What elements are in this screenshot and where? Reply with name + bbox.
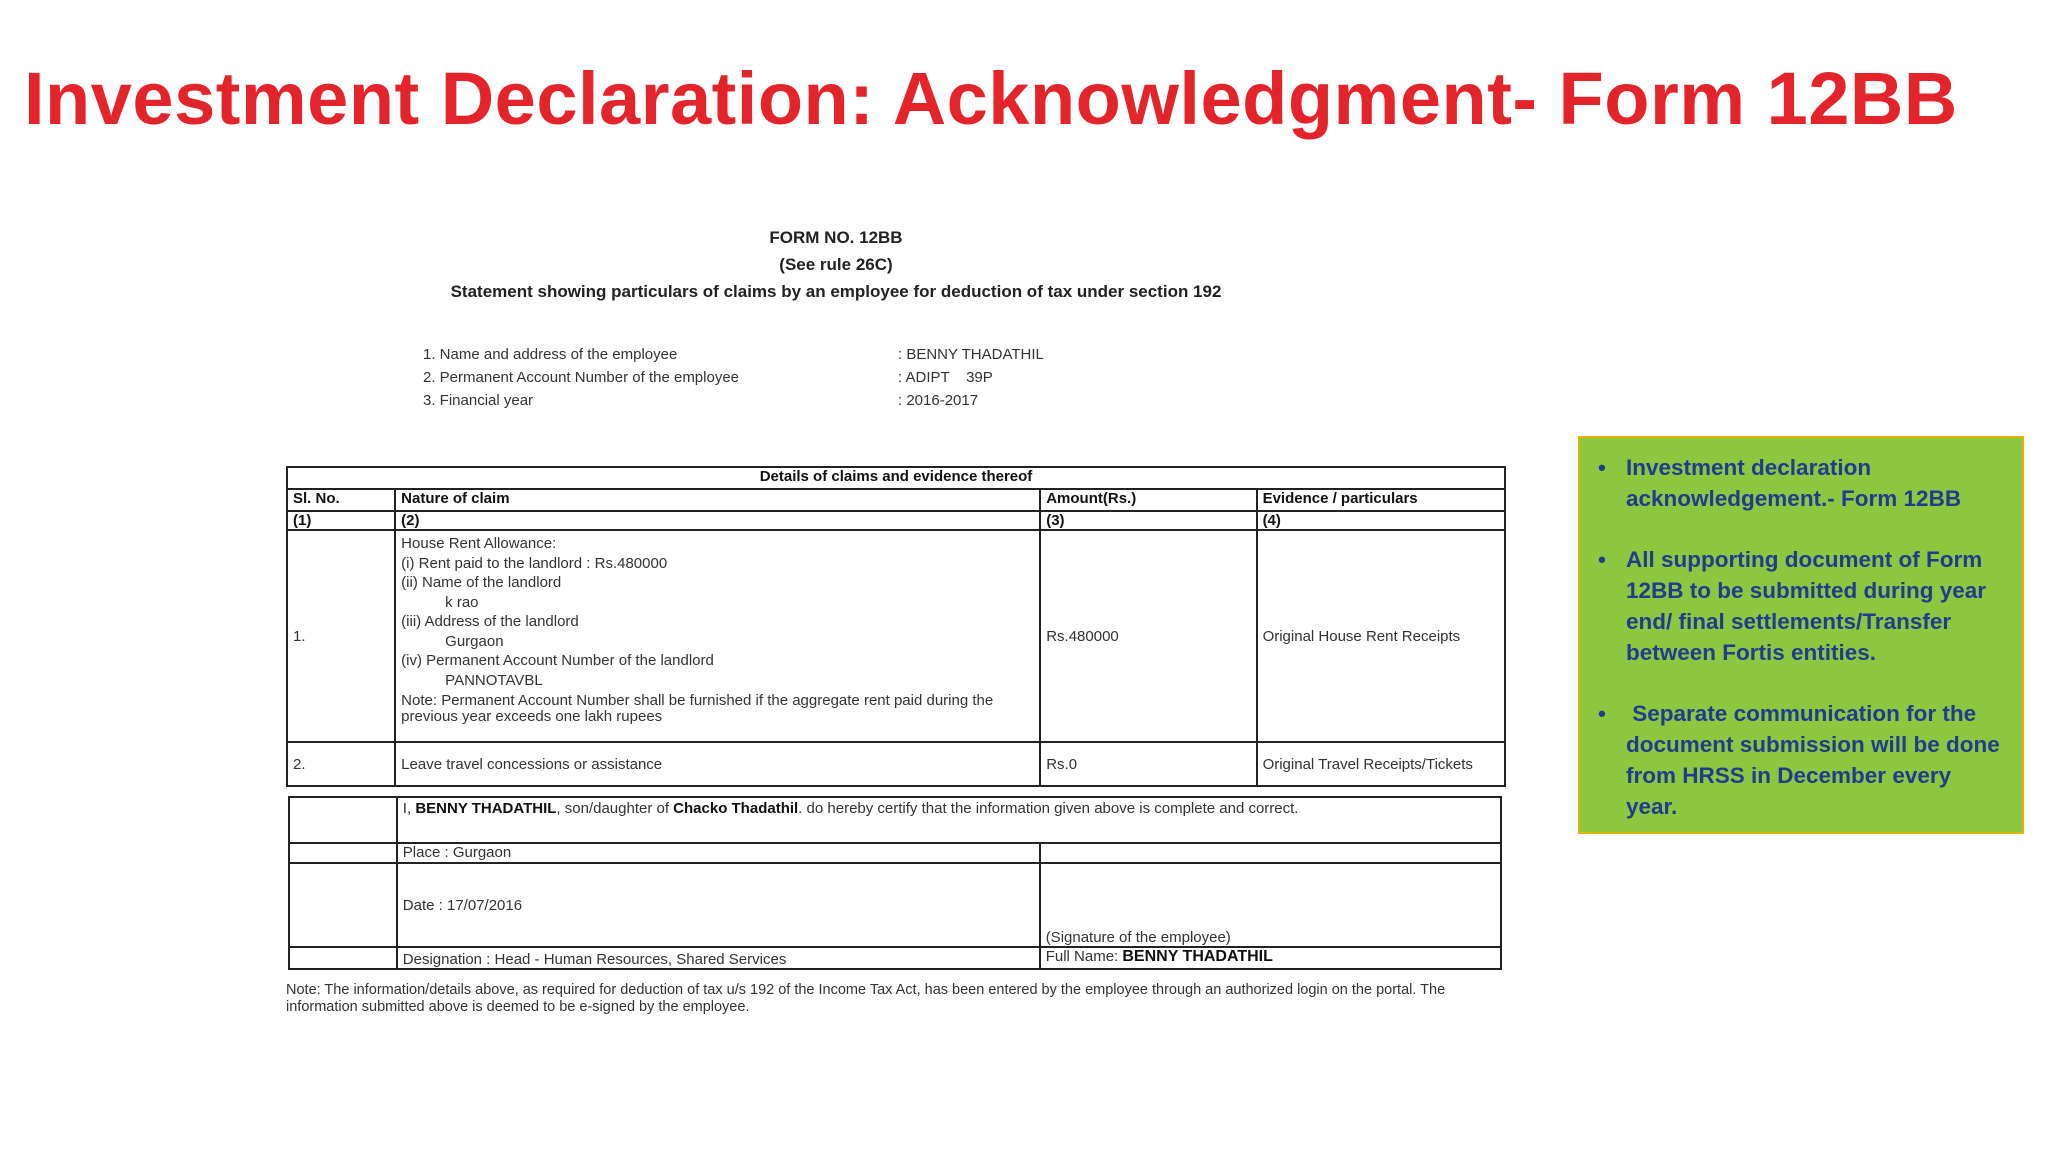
cert-designation: Designation : Head - Human Resources, Shared Services [397,947,1040,969]
header-num: (3) [1040,511,1256,530]
callout-text: All supporting document of Form 12BB to be submitted during year end/ final settlements/Transfer between Fortis entities. [1626,547,1987,665]
employee-meta [423,346,1323,416]
header-sl: Sl. No. [287,489,395,511]
claim-line: Gurgaon [445,632,504,650]
meta-label: 3. Financial year [423,392,534,409]
cert-prefix: I, [402,800,416,817]
header-evidence: Evidence / particulars [1257,489,1505,511]
claims-table [286,466,1506,787]
cert-blank [289,947,397,969]
callout-item [1598,698,2007,822]
cert-blank [289,843,397,863]
claim-line: House Rent Allowance: [401,535,557,552]
row-evidence: Original House Rent Receipts [1257,530,1505,742]
row-evidence: Original Travel Receipts/Tickets [1257,742,1505,786]
row-sl: 1. [287,530,395,742]
cert-mid: , son/daughter of [556,800,674,817]
cert-statement [397,797,1501,843]
meta-label: 1. Name and address of the employee [423,346,678,363]
certification-table [288,796,1502,970]
table-title: Details of claims and evidence thereof [287,467,1505,489]
form-subheading: (See rule 26C) [779,255,893,274]
claim-note: Note: Permanent Account Number shall be furnished if the aggregate rent paid during the previous year exceeds one lakh rupees [401,692,994,725]
callout-item [1598,452,2004,514]
bullet-icon: • [1598,455,1606,480]
meta-label: 2. Permanent Account Number of the employee [423,369,740,386]
claim-line: (iv) Permanent Account Number of the landlord [401,652,714,669]
meta-value: : 2016-2017 [898,392,979,409]
cert-date: Date : 17/07/2016 [397,863,1040,947]
form-note: Note: The information/details above, as required for deduction of tax u/s 192 of the Income Tax Act, has been entered by the employee through an authorized login on the portal. The information submitted above is deemed to be e-signed by the employee. [286,982,1446,1015]
cert-place: Place : Gurgaon [397,843,1040,863]
header-amount: Amount(Rs.) [1040,489,1256,511]
form-heading: FORM NO. 12BB [769,228,903,247]
cert-fullname-label: Full Name: [1045,948,1123,965]
row-sl: 2. [287,742,395,786]
cert-suffix: . do hereby certify that the information given above is complete and correct. [798,800,1299,817]
cert-blank [289,863,397,947]
callout-text: Investment declaration acknowledgement.- Form 12BB [1626,455,1962,511]
header-nature: Nature of claim [395,489,1040,511]
claim-line: (i) Rent paid to the landlord : Rs.480000 [401,554,668,572]
header-num: (4) [1257,511,1505,530]
header-num: (1) [287,511,395,530]
slide-title: Investment Declaration: Acknowledgment- Form 12BB [24,57,1958,140]
row-nature: Leave travel concessions or assistance [395,742,1040,786]
cert-blank [1040,843,1501,863]
cert-fullname [1040,947,1501,969]
table-row [287,530,1505,742]
callout-item [1598,544,2004,668]
cert-employee-name: BENNY THADATHIL [415,800,557,817]
cert-signature: (Signature of the employee) [1040,863,1501,947]
row-amount: Rs.480000 [1040,530,1256,742]
bullet-icon: • [1598,701,1606,726]
meta-value: : BENNY THADATHIL [898,346,1044,363]
claim-line: (ii) Name of the landlord [401,574,562,591]
cert-blank [289,797,397,843]
row-amount: Rs.0 [1040,742,1256,786]
claim-line: (iii) Address of the landlord [401,613,579,630]
cert-father-name: Chacko Thadathil [673,800,799,817]
claim-line: PANNOTAVBL [445,671,543,689]
row-nature [395,530,1040,742]
meta-value: : ADIPT 39P [898,369,993,386]
cert-fullname-value: BENNY THADATHIL [1122,948,1273,965]
header-num: (2) [395,511,1040,530]
table-row [287,742,1505,786]
callout-list [1580,438,2022,822]
bullet-icon: • [1598,547,1606,572]
callout-text: Separate communication for the document submission will be done from HRSS in December every year. [1626,701,2007,819]
callout-box [1578,436,2024,834]
claim-line: k rao [445,593,479,611]
form-statement: Statement showing particulars of claims by an employee for deduction of tax under section 192 [450,282,1222,301]
